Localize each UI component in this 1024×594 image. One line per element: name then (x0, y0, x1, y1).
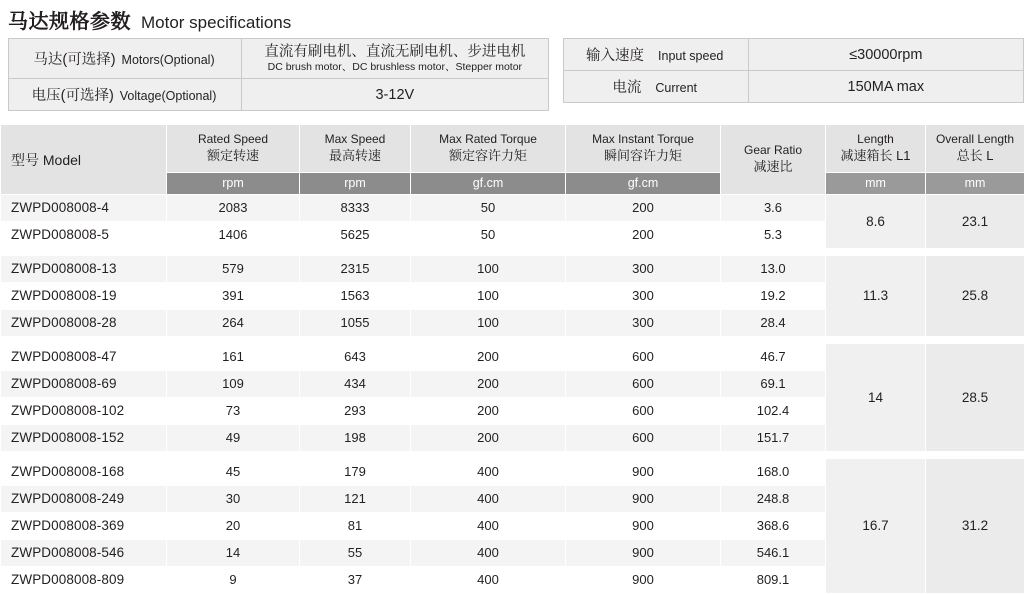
cell-model: ZWPD008008-168 (1, 458, 167, 485)
cell-max-rated-torque: 400 (411, 458, 566, 485)
spec-value-motors-cn: 直流有刷电机、直流无刷电机、步进电机 (252, 43, 538, 61)
cell-model: ZWPD008008-546 (1, 539, 167, 566)
column-header-gear-ratio-en: Gear Ratio (723, 142, 823, 158)
cell-max-rated-torque: 100 (411, 255, 566, 282)
spec-value-current (748, 71, 1023, 103)
spec-value-voltage-text: 3-12V (252, 87, 538, 103)
table-row (1, 194, 1024, 221)
cell-max-rated-torque: 400 (411, 539, 566, 566)
spec-value-voltage (242, 79, 549, 111)
spec-label-input-speed-cn: 输入速度 (586, 48, 644, 64)
motor-spec-table-right (563, 38, 1024, 103)
spec-row-input-speed (563, 39, 1023, 71)
cell-model: ZWPD008008-249 (1, 485, 167, 512)
cell-length: 8.6 (826, 194, 926, 248)
page-title (0, 0, 1024, 38)
cell-gear-ratio: 151.7 (721, 424, 826, 451)
cell-max-instant-torque: 300 (566, 309, 721, 336)
cell-model: ZWPD008008-69 (1, 370, 167, 397)
cell-rated-speed: 161 (167, 343, 300, 370)
cell-max-speed: 293 (300, 397, 411, 424)
cell-max-rated-torque: 400 (411, 485, 566, 512)
cell-overall-length: 28.5 (926, 343, 1024, 451)
cell-max-rated-torque: 50 (411, 194, 566, 221)
cell-overall-length: 23.1 (926, 194, 1024, 248)
column-header-rated-speed (167, 125, 300, 173)
cell-max-rated-torque: 400 (411, 512, 566, 539)
cell-max-rated-torque: 100 (411, 282, 566, 309)
spec-label-motors (9, 39, 242, 79)
spec-label-input-speed-en: Input speed (658, 49, 723, 63)
unit-max-speed: rpm (300, 172, 411, 194)
cell-max-instant-torque: 600 (566, 397, 721, 424)
cell-max-speed: 2315 (300, 255, 411, 282)
spec-value-motors (242, 39, 549, 79)
spec-label-motors-cn: 马达(可选择) (33, 52, 115, 68)
cell-gear-ratio: 248.8 (721, 485, 826, 512)
cell-gear-ratio: 69.1 (721, 370, 826, 397)
column-header-overall-length-en: Overall Length (928, 131, 1022, 147)
spec-blocks (0, 38, 1024, 111)
cell-max-instant-torque: 600 (566, 370, 721, 397)
cell-model: ZWPD008008-28 (1, 309, 167, 336)
spec-label-motors-en: Motors(Optional) (122, 53, 215, 67)
cell-model: ZWPD008008-102 (1, 397, 167, 424)
column-header-max-rated-torque-cn: 额定容许力矩 (413, 147, 563, 165)
cell-max-instant-torque: 900 (566, 485, 721, 512)
cell-max-speed: 81 (300, 512, 411, 539)
cell-rated-speed: 49 (167, 424, 300, 451)
cell-max-rated-torque: 200 (411, 370, 566, 397)
cell-max-rated-torque: 200 (411, 343, 566, 370)
cell-max-speed: 8333 (300, 194, 411, 221)
spec-label-voltage-cn: 电压(可选择) (32, 88, 114, 104)
table-row (1, 255, 1024, 282)
cell-model: ZWPD008008-5 (1, 221, 167, 248)
cell-rated-speed: 9 (167, 566, 300, 593)
cell-max-speed: 37 (300, 566, 411, 593)
column-header-overall-length (926, 125, 1024, 173)
cell-max-speed: 121 (300, 485, 411, 512)
cell-max-instant-torque: 600 (566, 343, 721, 370)
cell-gear-ratio: 19.2 (721, 282, 826, 309)
cell-max-speed: 1563 (300, 282, 411, 309)
cell-model: ZWPD008008-809 (1, 566, 167, 593)
cell-max-instant-torque: 300 (566, 255, 721, 282)
cell-max-rated-torque: 200 (411, 424, 566, 451)
spec-label-input-speed (563, 39, 748, 71)
cell-rated-speed: 45 (167, 458, 300, 485)
cell-gear-ratio: 46.7 (721, 343, 826, 370)
cell-gear-ratio: 5.3 (721, 221, 826, 248)
cell-max-speed: 179 (300, 458, 411, 485)
cell-gear-ratio: 809.1 (721, 566, 826, 593)
spec-value-input-speed-text: ≤30000rpm (759, 47, 1013, 63)
cell-max-speed: 643 (300, 343, 411, 370)
cell-model: ZWPD008008-47 (1, 343, 167, 370)
cell-model: ZWPD008008-19 (1, 282, 167, 309)
cell-gear-ratio: 13.0 (721, 255, 826, 282)
cell-rated-speed: 30 (167, 485, 300, 512)
motor-spec-table-left (8, 38, 549, 111)
spec-value-motors-en: DC brush motor、DC brushless motor、Stepper motor (252, 61, 538, 74)
cell-rated-speed: 14 (167, 539, 300, 566)
cell-max-speed: 434 (300, 370, 411, 397)
table-header-row-titles (1, 125, 1024, 173)
cell-gear-ratio: 3.6 (721, 194, 826, 221)
spec-row-voltage (9, 79, 549, 111)
cell-max-speed: 5625 (300, 221, 411, 248)
column-header-max-speed-en: Max Speed (302, 131, 408, 147)
page-title-en: Motor specifications (141, 13, 291, 33)
column-header-max-instant-torque-cn: 瞬间容许力矩 (568, 147, 718, 165)
spec-row-motors (9, 39, 549, 79)
group-separator (1, 451, 1024, 458)
cell-rated-speed: 264 (167, 309, 300, 336)
table-header (1, 125, 1024, 195)
cell-model: ZWPD008008-369 (1, 512, 167, 539)
cell-max-rated-torque: 100 (411, 309, 566, 336)
table-body (1, 194, 1024, 593)
cell-max-instant-torque: 300 (566, 282, 721, 309)
cell-model: ZWPD008008-4 (1, 194, 167, 221)
column-header-model: 型号 Model (1, 125, 167, 195)
unit-length: mm (826, 172, 926, 194)
motor-model-table (0, 124, 1024, 594)
spec-label-voltage-en: Voltage(Optional) (120, 89, 217, 103)
group-separator (1, 336, 1024, 343)
spec-row-current (563, 71, 1023, 103)
cell-max-instant-torque: 900 (566, 539, 721, 566)
column-header-length-cn: 减速箱长 L1 (828, 147, 923, 165)
page-title-cn: 马达规格参数 (8, 5, 131, 34)
cell-rated-speed: 20 (167, 512, 300, 539)
column-header-max-rated-torque-en: Max Rated Torque (413, 131, 563, 147)
cell-gear-ratio: 102.4 (721, 397, 826, 424)
cell-overall-length: 31.2 (926, 458, 1024, 593)
cell-max-instant-torque: 200 (566, 194, 721, 221)
cell-gear-ratio: 368.6 (721, 512, 826, 539)
cell-rated-speed: 2083 (167, 194, 300, 221)
unit-max-instant-torque: gf.cm (566, 172, 721, 194)
spec-label-current-cn: 电流 (612, 80, 641, 96)
unit-overall-length: mm (926, 172, 1024, 194)
cell-rated-speed: 391 (167, 282, 300, 309)
spec-value-current-text: 150MA max (759, 79, 1013, 95)
cell-max-instant-torque: 900 (566, 566, 721, 593)
cell-max-speed: 55 (300, 539, 411, 566)
column-header-rated-speed-en: Rated Speed (169, 131, 297, 147)
cell-gear-ratio: 546.1 (721, 539, 826, 566)
cell-max-rated-torque: 400 (411, 566, 566, 593)
spec-label-current-en: Current (655, 81, 697, 95)
cell-max-instant-torque: 900 (566, 512, 721, 539)
cell-max-speed: 198 (300, 424, 411, 451)
cell-model: ZWPD008008-152 (1, 424, 167, 451)
cell-max-rated-torque: 200 (411, 397, 566, 424)
spec-value-input-speed (748, 39, 1023, 71)
cell-rated-speed: 1406 (167, 221, 300, 248)
cell-max-instant-torque: 600 (566, 424, 721, 451)
column-header-length-en: Length (828, 131, 923, 147)
column-header-rated-speed-cn: 额定转速 (169, 147, 297, 165)
cell-length: 14 (826, 343, 926, 451)
column-header-overall-length-cn: 总长 L (928, 147, 1022, 165)
cell-max-speed: 1055 (300, 309, 411, 336)
cell-max-instant-torque: 200 (566, 221, 721, 248)
cell-overall-length: 25.8 (926, 255, 1024, 336)
column-header-max-instant-torque (566, 125, 721, 173)
cell-rated-speed: 579 (167, 255, 300, 282)
column-header-max-speed-cn: 最高转速 (302, 147, 408, 165)
unit-max-rated-torque: gf.cm (411, 172, 566, 194)
cell-max-instant-torque: 900 (566, 458, 721, 485)
column-header-max-rated-torque (411, 125, 566, 173)
cell-rated-speed: 109 (167, 370, 300, 397)
column-header-gear-ratio (721, 125, 826, 195)
column-header-gear-ratio-cn: 减速比 (723, 158, 823, 176)
cell-max-rated-torque: 50 (411, 221, 566, 248)
cell-length: 16.7 (826, 458, 926, 593)
spec-label-current (563, 71, 748, 103)
table-row (1, 343, 1024, 370)
cell-gear-ratio: 168.0 (721, 458, 826, 485)
cell-rated-speed: 73 (167, 397, 300, 424)
unit-rated-speed: rpm (167, 172, 300, 194)
column-header-max-speed (300, 125, 411, 173)
group-separator (1, 248, 1024, 255)
table-row (1, 458, 1024, 485)
cell-gear-ratio: 28.4 (721, 309, 826, 336)
column-header-max-instant-torque-en: Max Instant Torque (568, 131, 718, 147)
cell-model: ZWPD008008-13 (1, 255, 167, 282)
spec-label-voltage (9, 79, 242, 111)
cell-length: 11.3 (826, 255, 926, 336)
column-header-length (826, 125, 926, 173)
